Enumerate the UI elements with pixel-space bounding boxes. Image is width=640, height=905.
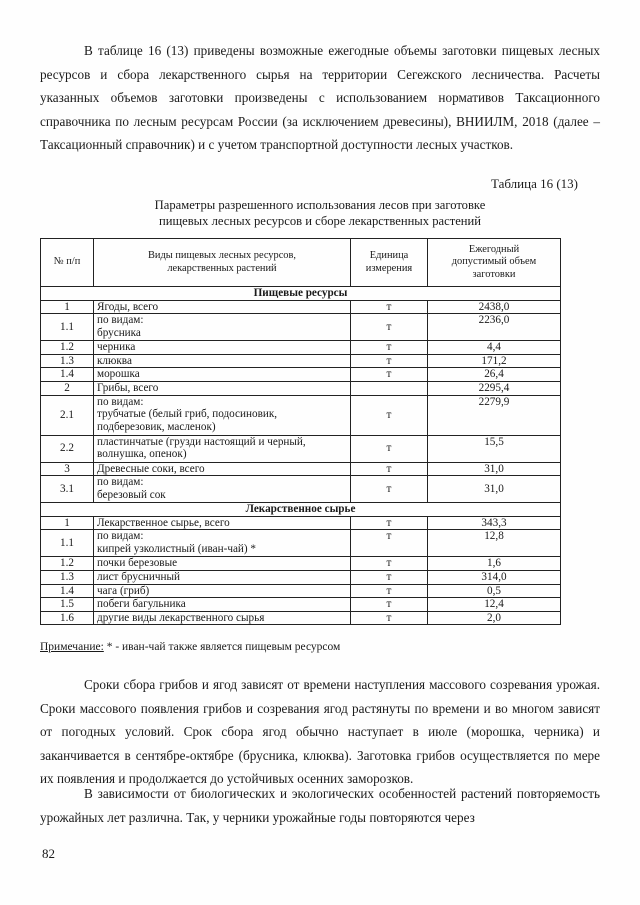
harvest-timing-paragraph: Сроки сбора грибов и ягод зависят от времени наступления массового созревания урожая. Сроки массового появления грибов и созревания ягод растянуты по времени и во многом зависят от погодных условий. Срок сбора ягод обычно наступает в июле (морошка, черника) и заканчивается в сентябре-октябре (брусника, клюква). Заготовка грибов осуществляется по мере их появления и продолжается до устойчивых осенних заморозков. — [40, 677, 600, 786]
table-row: 3.1 по видам: березовый сок т 31,0 — [41, 476, 561, 503]
table-row: 1.4 чага (гриб) т 0,5 — [41, 584, 561, 598]
table-row: 1.6 другие виды лекарственного сырья т 2,0 — [41, 611, 561, 625]
header-number: № п/п — [41, 239, 94, 287]
table-row: 1.2 черника т 4,4 — [41, 341, 561, 355]
table-row: 3 Древесные соки, всего т 31,0 — [41, 462, 561, 476]
table-row: 1 Лекарственное сырье, всего т 343,3 — [41, 516, 561, 530]
table-row: 1.3 лист брусничный т 314,0 — [41, 570, 561, 584]
note-label: Примечание: — [40, 641, 104, 653]
table-row: 1.2 почки березовые т 1,6 — [41, 557, 561, 571]
yield-recurrence-paragraph: В зависимости от биологических и экологических особенностей растений повторяемость урожайных лет различна. Так, у черники урожайные годы повторяются через — [40, 786, 600, 825]
table-row: 2.2 пластинчатые (грузди настоящий и черный, волнушка, опенок) т 15,5 — [41, 435, 561, 462]
table-label: Таблица 16 (13) — [490, 176, 578, 191]
table-row: 1.4 морошка т 26,4 — [41, 368, 561, 382]
table-row: 2 Грибы, всего 2295,4 — [41, 381, 561, 395]
section-food-resources: Пищевые ресурсы — [41, 287, 561, 301]
table-row: 1.3 клюква т 171,2 — [41, 354, 561, 368]
header-resource-type: Виды пищевых лесных ресурсов, лекарственных растений — [94, 239, 351, 287]
note-text: * - иван-чай также является пищевым ресурсом — [103, 641, 341, 653]
resources-table — [40, 238, 561, 625]
table-row: 1.5 побеги багульника т 12,4 — [41, 598, 561, 612]
table-header-row — [41, 239, 561, 287]
page-number: 82 — [42, 846, 55, 861]
header-annual-volume: Ежегодный допустимый объем заготовки — [428, 239, 561, 287]
intro-paragraph: В таблице 16 (13) приведены возможные ежегодные объемы заготовки пищевых лесных ресурсов и сбора лекарственного сырья на территории Сегежского лесничества. Расчеты указанных объемов заготовки произведены с использованием нормативов Таксационного справочника по лесным ресурсам России (за исключением древесины), ВНИИЛМ, 2018 (далее – Таксационный справочник) и с учетом транспортной доступности лесных участков. — [40, 43, 600, 152]
table-note — [40, 641, 340, 653]
table-row: 1 Ягоды, всего т 2438,0 — [41, 300, 561, 314]
table-row: 1.1 по видам: кипрей узколистный (иван-чай) * т 12,8 — [41, 530, 561, 557]
table-row: 2.1 по видам: трубчатые (белый гриб, подосиновик, подберезовик, масленок) т 2279,9 — [41, 395, 561, 435]
section-medicinal-raw-materials: Лекарственное сырье — [41, 503, 561, 517]
table-title: Параметры разрешенного использования лесов при заготовке пищевых лесных ресурсов и сборе лекарственных растений — [154, 198, 486, 228]
table-row: 1.1 по видам: брусника т 2236,0 — [41, 314, 561, 341]
header-unit: Единица измерения — [351, 239, 428, 287]
